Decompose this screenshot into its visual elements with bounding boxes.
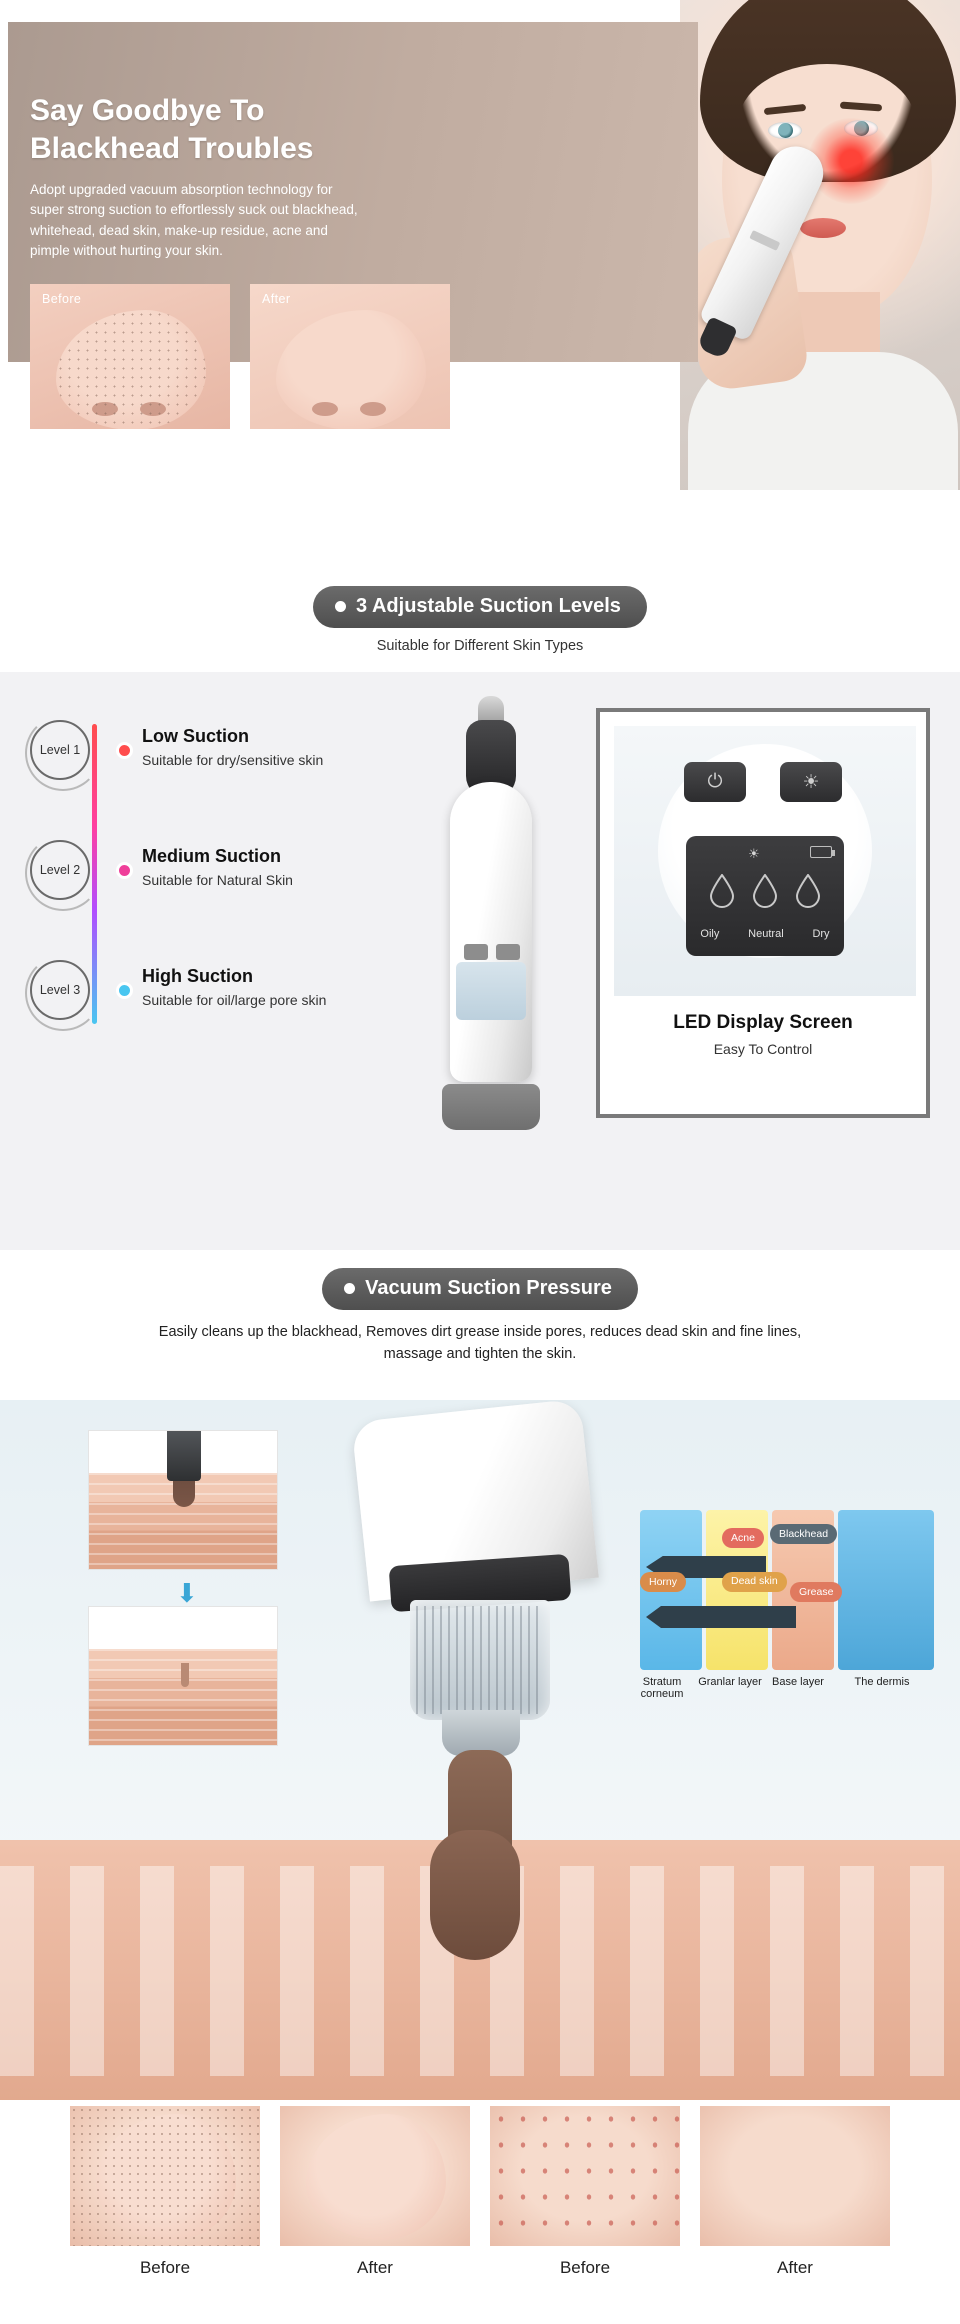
- gallery-image-4: [700, 2106, 890, 2246]
- gallery-image-1: [70, 2106, 260, 2246]
- level-title-2: Medium Suction: [142, 846, 281, 866]
- level-subtitle-1: Suitable for dry/sensitive skin: [142, 752, 324, 768]
- level-badge-2: Level 2: [30, 840, 90, 900]
- nostril-left: [92, 402, 118, 416]
- device-suction-chamber: [410, 1600, 550, 1720]
- bullet-dot-icon: [335, 601, 346, 612]
- level-node-3: [116, 982, 133, 999]
- hero-top-gap: [0, 0, 190, 22]
- level-subtitle-3: Suitable for oil/large pore skin: [142, 992, 327, 1008]
- tag-horny: Horny: [640, 1572, 686, 1592]
- layer-caption-2: Granlar layer: [698, 1676, 762, 1688]
- device-stand: [442, 1084, 540, 1130]
- led-mode-labels: [686, 928, 844, 940]
- cheek-after-photo: [700, 2106, 890, 2246]
- hero-model-photo: [680, 0, 960, 490]
- skin-layers-diagram: [630, 1510, 950, 1730]
- level-node-1: [116, 742, 133, 759]
- nostril-left: [312, 402, 338, 416]
- vacuum-heading-text: Vacuum Suction Pressure: [365, 1277, 612, 1299]
- power-button[interactable]: ⏻: [684, 762, 746, 802]
- extracted-blackhead-blob: [430, 1830, 520, 1960]
- level-subtitle-2: Suitable for Natural Skin: [142, 872, 293, 888]
- gallery-item-1: [70, 2106, 260, 2278]
- led-mode-neutral: Neutral: [748, 928, 784, 940]
- tag-grease: Grease: [790, 1582, 842, 1602]
- hero-text-panel: [8, 22, 698, 362]
- gallery-caption-1: Before: [139, 2258, 191, 2277]
- vacuum-heading-pill: [322, 1268, 638, 1310]
- hero-after-image: [250, 284, 450, 429]
- suction-levels-section: [0, 672, 960, 1250]
- level-title-3: High Suction: [142, 966, 253, 986]
- pore-after-thumbnail: [88, 1606, 278, 1746]
- vacuum-heading-block: [0, 1268, 960, 1310]
- levels-heading-pill: [313, 586, 647, 628]
- cleaned-pore: [181, 1663, 189, 1687]
- cheek-before-photo: [490, 2106, 680, 2246]
- nose-before: [56, 310, 206, 429]
- layer-block-4: [838, 1510, 934, 1670]
- model-lips: [800, 218, 846, 238]
- nose-shape: [306, 2114, 446, 2240]
- gallery-item-4: [700, 2106, 890, 2278]
- layer-caption-1: Stratum corneum: [640, 1676, 684, 1700]
- hero-description: Adopt upgraded vacuum absorption technology for super strong suction to effortlessly suck out blackhead, whitehead, dead skin, make-up residue, acne and pimple without hurting your skin.: [30, 182, 358, 258]
- layer-caption-3: Base layer: [772, 1676, 824, 1688]
- gallery-caption-3: Before: [559, 2258, 611, 2277]
- nozzle-tip-icon: [167, 1430, 201, 1481]
- level-node-2: [116, 862, 133, 879]
- tag-acne: Acne: [722, 1528, 764, 1548]
- levels-heading-text: 3 Adjustable Suction Levels: [356, 595, 621, 617]
- gallery-image-2: [280, 2106, 470, 2246]
- led-caption-sub: Easy To Control: [713, 1041, 813, 1057]
- led-panel: [686, 836, 844, 956]
- suction-arrow-2: [646, 1606, 796, 1628]
- levels-heading-block: [0, 586, 960, 654]
- nose-shape: [96, 2114, 236, 2240]
- tag-dead-skin: Dead skin: [722, 1572, 787, 1592]
- device-screen: [456, 962, 526, 1020]
- before-after-gallery: [0, 2100, 960, 2324]
- level-badge-1: Level 1: [30, 720, 90, 780]
- level-badge-3: Level 3: [30, 960, 90, 1020]
- tag-blackhead: Blackhead: [770, 1524, 837, 1544]
- drop-icon-dry: [794, 874, 822, 908]
- gallery-caption-4: After: [777, 2258, 813, 2277]
- hero-title: Say Goodbye To Blackhead Troubles: [30, 94, 314, 165]
- device-stripe: [749, 230, 780, 251]
- gallery-caption-2: After: [357, 2258, 393, 2277]
- down-arrow-icon: ⬇: [176, 1578, 198, 1608]
- level-title-1: Low Suction: [142, 726, 249, 746]
- led-mode-oily: Oily: [700, 928, 720, 940]
- nose-after: [276, 310, 426, 429]
- nose-after-photo: [280, 2106, 470, 2246]
- model-eye-left: [768, 122, 802, 139]
- vacuum-description: Easily cleans up the blackhead, Removes dirt grease inside pores, reduces dead skin and fine lines, massage and tighten the skin.: [158, 1324, 802, 1362]
- led-display-illustration: [614, 726, 916, 996]
- red-light-glow: [808, 118, 894, 204]
- gallery-item-3: [490, 2106, 680, 2278]
- hero-section: [0, 0, 960, 560]
- drop-icon-oily: [708, 874, 736, 908]
- hero-after-label: After: [262, 292, 291, 306]
- sun-icon: ☀: [748, 846, 760, 861]
- led-display-frame: [596, 708, 930, 1118]
- led-mode-dry: Dry: [812, 928, 830, 940]
- led-caption-title: LED Display Screen: [673, 1012, 853, 1033]
- product-device-photo: [440, 712, 544, 1142]
- gallery-image-3: [490, 2106, 680, 2246]
- bullet-dot-icon: [344, 1283, 355, 1294]
- nostril-right: [140, 402, 166, 416]
- device-button-left: [464, 944, 488, 960]
- gallery-inner: [70, 2106, 890, 2316]
- device-closeup-illustration: [330, 1410, 630, 1830]
- nose-before-photo: [70, 2106, 260, 2246]
- brightness-button[interactable]: ☀: [780, 762, 842, 802]
- led-caption: [600, 1012, 926, 1057]
- layer-caption-4: The dermis: [854, 1676, 910, 1688]
- device-body: [450, 782, 532, 1082]
- pore-before-thumbnail: [88, 1430, 278, 1570]
- gallery-item-2: [280, 2106, 470, 2278]
- device-button-right: [496, 944, 520, 960]
- hero-before-label: Before: [42, 292, 82, 306]
- hero-before-image: [30, 284, 230, 429]
- levels-subheading: Suitable for Different Skin Types: [376, 638, 584, 654]
- nostril-right: [360, 402, 386, 416]
- battery-icon: [810, 846, 832, 858]
- drop-icon-neutral: [751, 874, 779, 908]
- suction-illustration-section: [0, 1400, 960, 2100]
